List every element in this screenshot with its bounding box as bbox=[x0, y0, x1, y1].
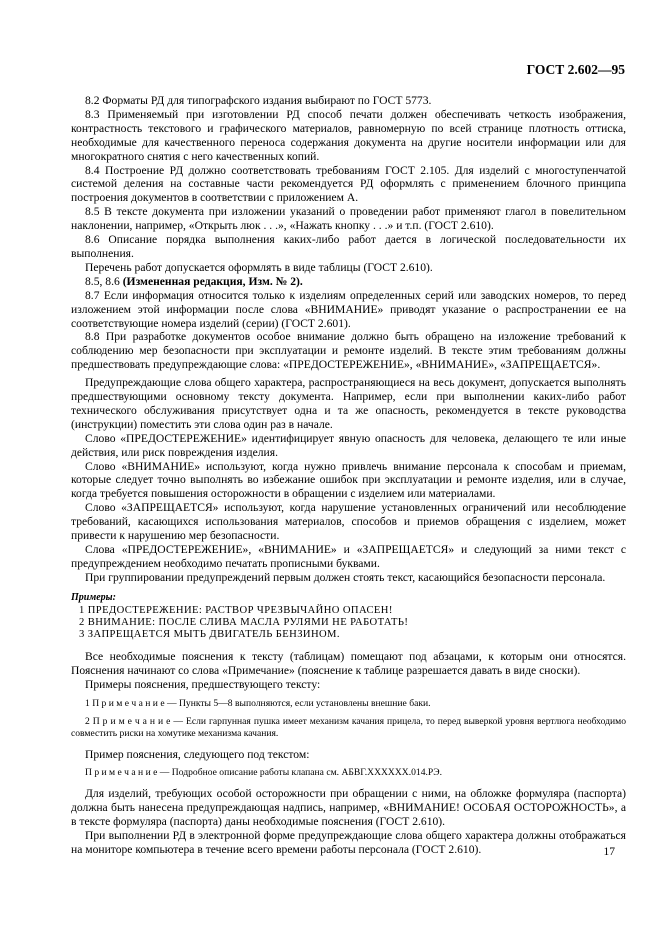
edit-note bbox=[71, 275, 626, 289]
examples-before-heading: Примеры пояснения, предшествующего тексту: bbox=[85, 677, 321, 691]
grouping-paragraph: При группировании предупреждений первым должен стоять текст, касающийся безопасности персонала. bbox=[85, 570, 606, 584]
clause-8-6: 8.6 Описание порядка выполнения каких-либо работ дается в логической последовательности их выполнения. bbox=[71, 233, 626, 260]
page-number: 17 bbox=[603, 846, 615, 858]
example-after-heading: Пример пояснения, следующего под текстом: bbox=[85, 747, 310, 761]
caps-paragraph: Слова «ПРЕДОСТЕРЕЖЕНИЕ», «ВНИМАНИЕ» и «ЗАПРЕЩАЕТСЯ» и следующий за ними текст с предупреждением необходимо печатать прописными буквами. bbox=[71, 543, 626, 570]
general-warnings-paragraph: Предупреждающие слова общего характера, распространяющиеся на весь документ, допускается выполнять предшествующими основному тексту документа. Например, если при выполнении каких-либо работ технического обслуживания присутствует одна и та же опасность, рекомендуется в тексте руководства (инструкции) поместить эти слова один раз в начале. bbox=[71, 376, 626, 431]
attention-word-paragraph: Слово «ВНИМАНИЕ» используют, когда нужно привлечь внимание персонала к способам и приемам, которые следует точно выполнять во избежание ошибок при эксплуатации и ремонте изделия, или в случае, когда требуется повышения осторожности в обращении с изделием или материалами. bbox=[71, 459, 626, 501]
note-2: 2 П р и м е ч а н и е — Если гарпунная пушка имеет механизм качания прицела, то перед выверкой уровня вертлюга необходимо совместить риски на хомутике механизма качания. bbox=[71, 715, 626, 739]
document-header: ГОСТ 2.602—95 bbox=[526, 62, 625, 77]
note-3: П р и м е ч а н и е — Подробное описание работы клапана см. АБВГ.XXXXXX.014.РЭ. bbox=[85, 767, 442, 779]
warning-word-paragraph: Слово «ПРЕДОСТЕРЕЖЕНИЕ» идентифицирует явную опасность для человека, делающего те или иные действия, или риск повреждения изделия. bbox=[71, 431, 626, 459]
form-paragraph: Для изделий, требующих особой осторожности при обращении с ними, на обложке формуляра (паспорта) должна быть нанесена предупреждающая надпись, например, «ВНИМАНИЕ! ОСОБАЯ ОСТОРОЖНОСТЬ», а в тексте формуляра (паспорта) даны необходимые пояснения (ГОСТ 2.610). bbox=[71, 787, 626, 829]
forbidden-word-paragraph: Слово «ЗАПРЕЩАЕТСЯ» используют, когда нарушение установленных ограничений или несоблюдение требований, касающихся использования материалов, способов и приемов обращения с изделием, может привести к нарушению мер безопасности. bbox=[71, 501, 626, 543]
example-3: 3 ЗАПРЕЩАЕТСЯ МЫТЬ ДВИГАТЕЛЬ БЕНЗИНОМ. bbox=[79, 629, 340, 641]
note-1: 1 П р и м е ч а н и е — Пункты 5—8 выполняются, если установлены внешние баки. bbox=[85, 697, 431, 709]
example-1: 1 ПРЕДОСТЕРЕЖЕНИЕ: РАСТВОР ЧРЕЗВЫЧАЙНО ОПАСЕН! bbox=[79, 604, 393, 616]
clause-8-3: 8.3 Применяемый при изготовлении РД способ печати должен обеспечивать четкость изображения, контрастность текстового и графического материалов, равномерную по всей странице плотность оттиска, необходимые для качественного переноса содержания документа на другие носители информации или для многократного снятия с него качественных копий. bbox=[71, 107, 626, 163]
examples-heading: Примеры: bbox=[71, 591, 116, 603]
clause-8-5: 8.5 В тексте документа при изложении указаний о проведении работ применяют глагол в повелительном наклонении, например, «Открыть люк . . .», «Нажать кнопку . . .» и т.п. (ГОСТ 2.610). bbox=[71, 205, 626, 233]
document-body bbox=[71, 94, 626, 857]
electronic-form-paragraph: При выполнении РД в электронной форме предупреждающие слова общего характера должны отображаться на мониторе компьютера в течение всего времени работы персонала (ГОСТ 2.610). bbox=[71, 829, 626, 857]
edit-note-clauses: 8.5, 8.6 bbox=[85, 274, 120, 288]
clause-8-2: 8.2 Форматы РД для типографского издания выбирают по ГОСТ 5773. bbox=[85, 94, 432, 107]
example-2: 2 ВНИМАНИЕ: ПОСЛЕ СЛИВА МАСЛА РУЛЯМИ НЕ РАБОТАТЬ! bbox=[79, 617, 409, 629]
clause-8-4: 8.4 Построение РД должно соответствовать требованиям ГОСТ 2.105. Для изделий с многоступенчатой системой деления на составные части рекомендуется РД оформлять с применением блочного принципа построения документов в соответствии с приложением А. bbox=[71, 163, 626, 205]
clause-8-8: 8.8 При разработке документов особое внимание должно быть обращено на изложение требований к соблюдению мер безопасности при эксплуатации и ремонте изделий. В тексте этим требованиям должны предшествовать предупреждающие слова: «ПРЕДОСТЕРЕЖЕНИЕ», «ВНИМАНИЕ», «ЗАПРЕЩАЕТСЯ». bbox=[71, 330, 626, 372]
clause-8-7: 8.7 Если информация относится только к изделиям определенных серий или заводских номеров, то перед изложением этой информации после слова «ВНИМАНИЕ» приводят указание о распространении ее на соответствующие номера изделий (серии) (ГОСТ 2.601). bbox=[71, 288, 626, 330]
explanation-paragraph: Все необходимые пояснения к тексту (таблицам) помещают под абзацами, к которым они относятся. Пояснения начинают со слова «Примечание» (пояснение к таблице разрешается давать в виде сноски). bbox=[71, 649, 626, 677]
list-note: Перечень работ допускается оформлять в виде таблицы (ГОСТ 2.610). bbox=[85, 260, 433, 274]
edit-note-text: (Измененная редакция, Изм. № 2). bbox=[122, 274, 303, 288]
